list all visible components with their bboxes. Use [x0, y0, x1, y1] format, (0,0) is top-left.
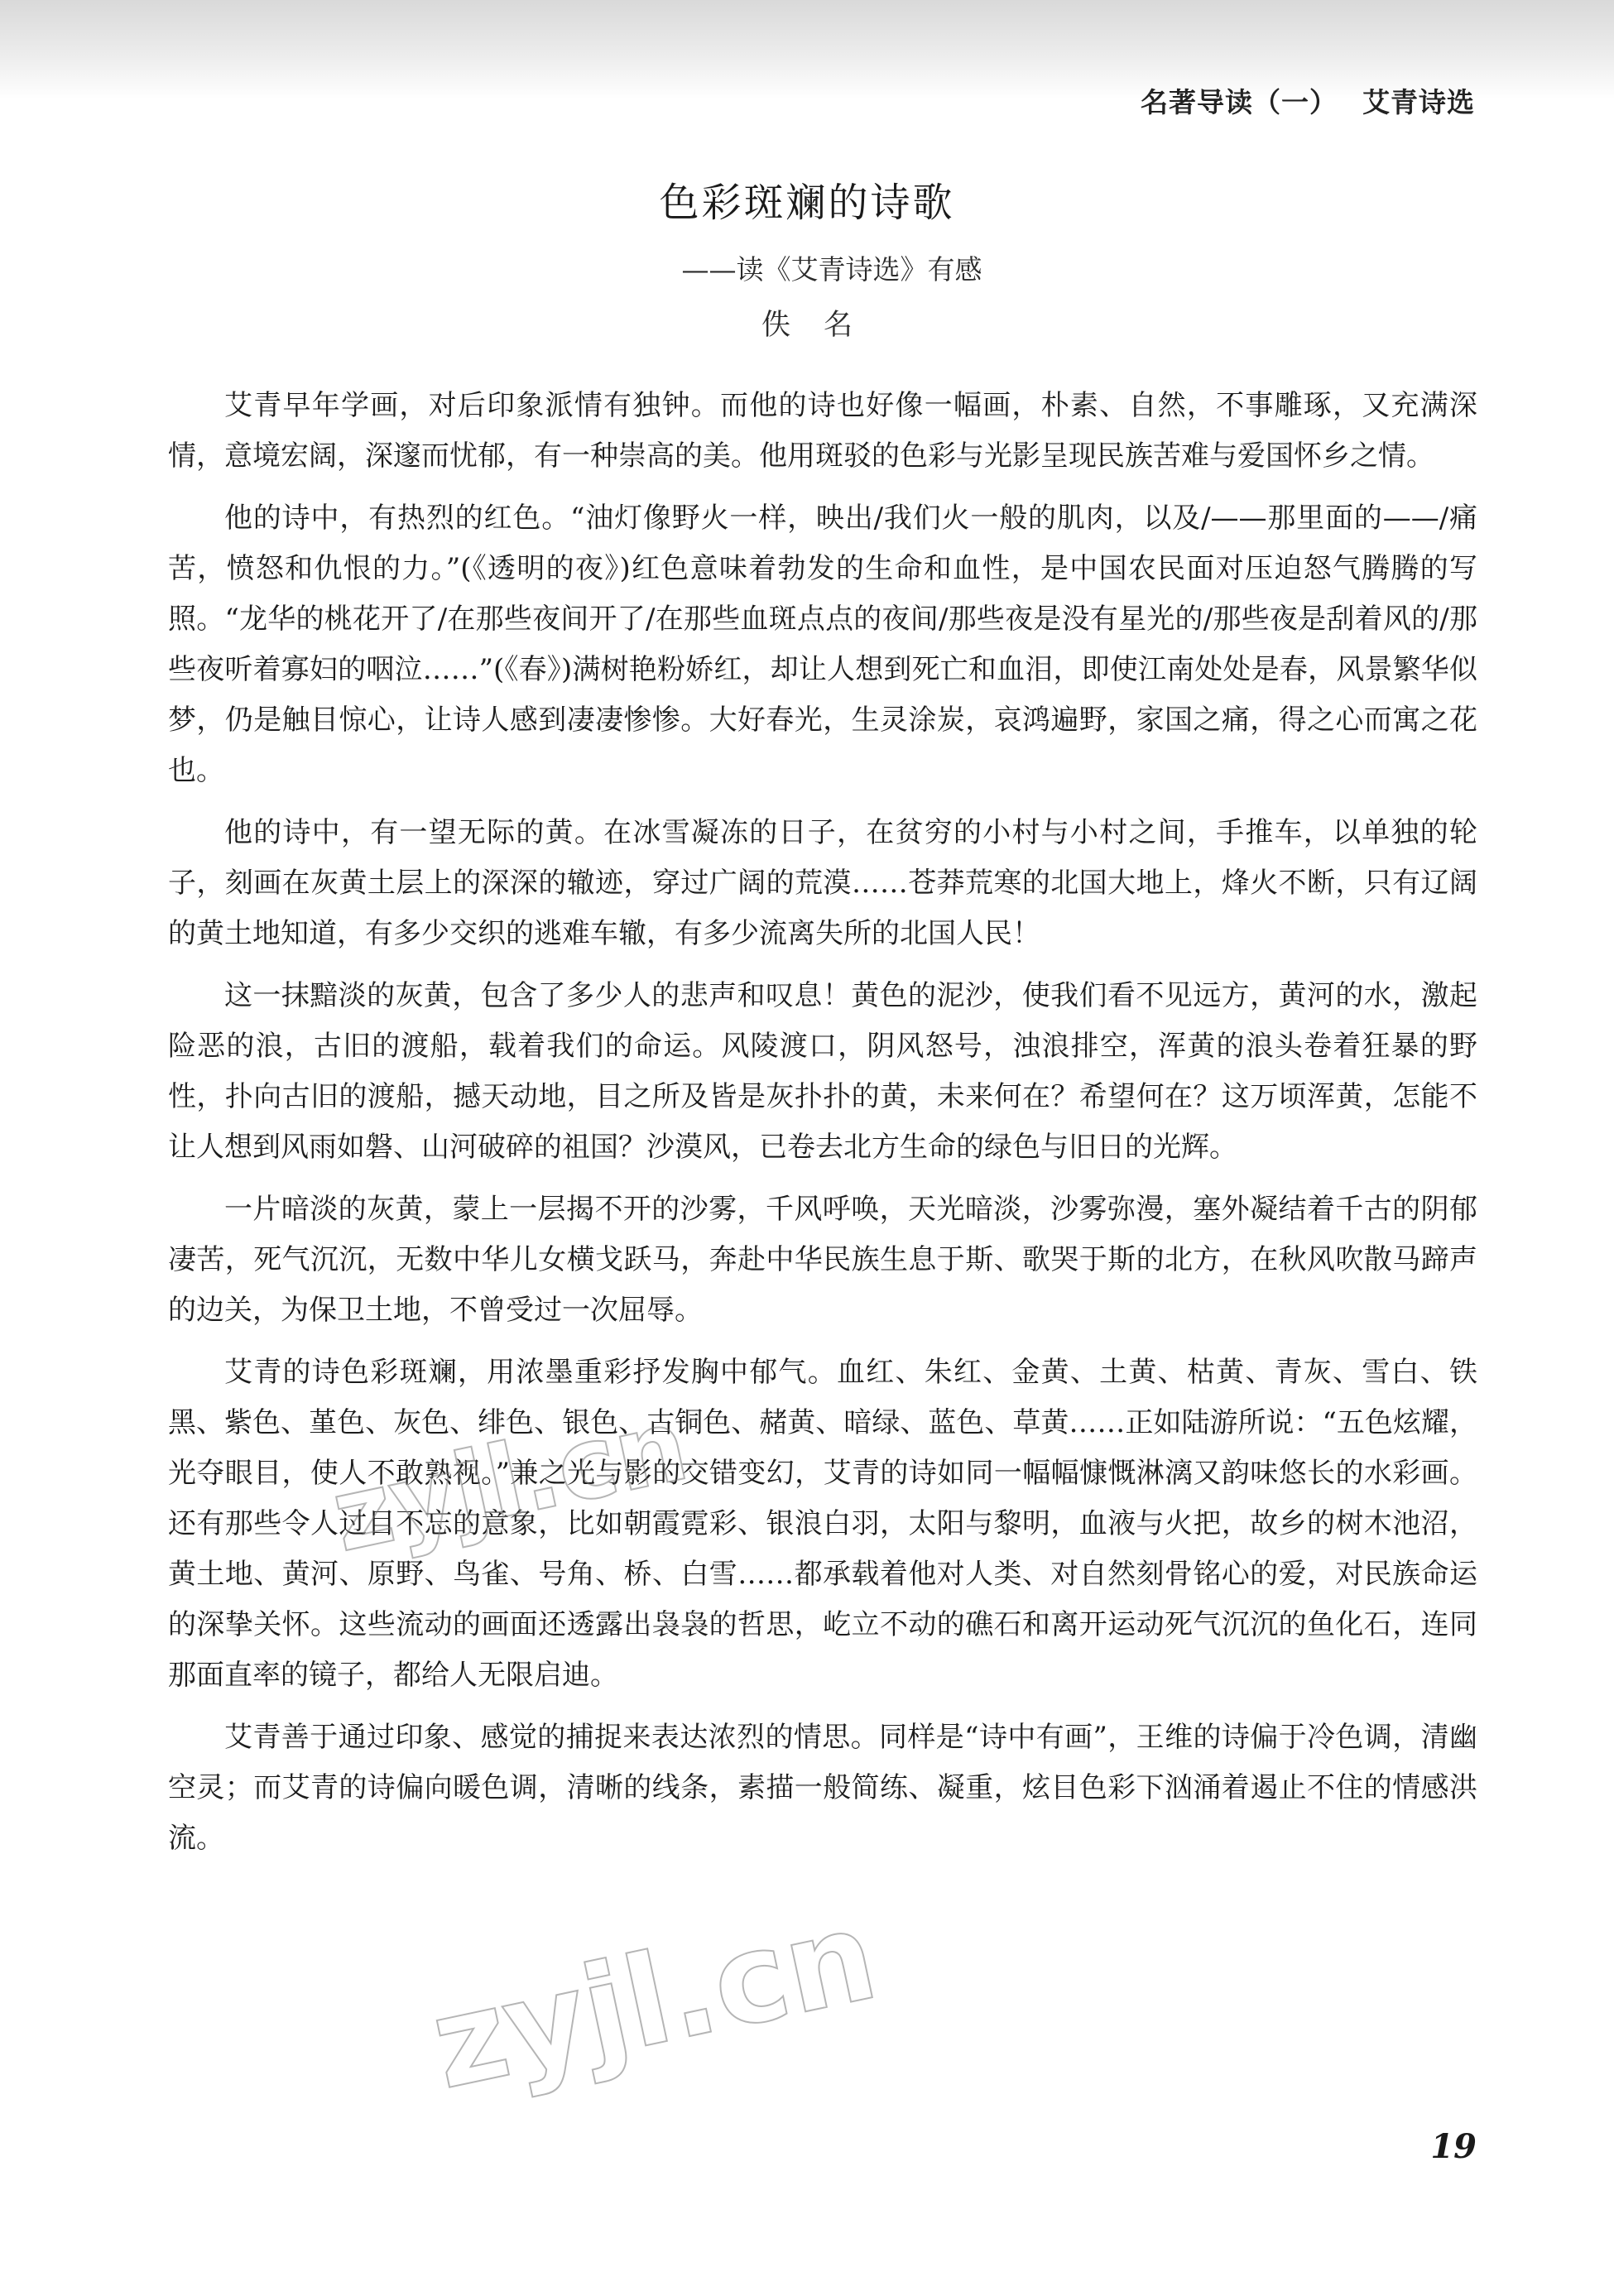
header-section: 艾青诗选	[1362, 86, 1475, 118]
running-header	[1141, 81, 1475, 120]
article-subtitle	[0, 248, 1614, 287]
watermark-lower: zyjl.cn	[420, 1883, 888, 2118]
paragraph: 艾青早年学画，对后印象派情有独钟。而他的诗也好像一幅画，朴素、自然，不事雕琢，又充满深情，意境宏阔，深邃而忧郁，有一种崇高的美。他用斑驳的色彩与光影呈现民族苦难与爱国怀乡之情。	[168, 389, 1477, 473]
paragraph: 这一抹黯淡的灰黄，包含了多少人的悲声和叹息！黄色的泥沙，使我们看不见远方，黄河的水，激起险恶的浪，古旧的渡船，载着我们的命运。风陵渡口，阴风怒号，浊浪排空，浑黄的浪头卷着狂暴的野性，扑向古旧的渡船，撼天动地，目之所及皆是灰扑扑的黄，未来何在？希望何在？这万顷浑黄，怎能不让人想到风雨如磐、山河破碎的祖国？沙漠风，已卷去北方生命的绿色与旧日的光辉。	[168, 979, 1477, 1164]
paragraph: 他的诗中，有一望无际的黄。在冰雪凝冻的日子，在贫穷的小村与小村之间，手推车，以单独的轮子，刻画在灰黄土层上的深深的辙迹，穿过广阔的荒漠……苍莽荒寒的北国大地上，烽火不断，只有辽阔的黄土地知道，有多少交织的逃难车辙，有多少流离失所的北国人民！	[168, 816, 1477, 950]
paragraph: 一片暗淡的灰黄，蒙上一层揭不开的沙雾，千风呼唤，天光暗淡，沙雾弥漫，塞外凝结着千古的阴郁凄苦，死气沉沉，无数中华儿女横戈跃马，奔赴中华民族生息于斯、歌哭于斯的北方，在秋风吹散马蹄声的边关，为保卫土地，不曾受过一次屈辱。	[168, 1193, 1477, 1327]
paragraph: 艾青的诗色彩斑斓，用浓墨重彩抒发胸中郁气。血红、朱红、金黄、土黄、枯黄、青灰、雪白、铁黑、紫色、堇色、灰色、绯色、银色、古铜色、赭黄、暗绿、蓝色、草黄……正如陆游所说：“五色炫耀，光夺眼目，使人不敢熟视。”兼之光与影的交错变幻，艾青的诗如同一幅幅慷慨淋漓又韵味悠长的水彩画。还有那些令人过目不忘的意象，比如朝霞霓彩、银浪白羽，太阳与黎明，血液与火把，故乡的树木池沼，黄土地、黄河、原野、鸟雀、号角、桥、白雪……都承载着他对人类、对自然刻骨铭心的爱，对民族命运的深挚关怀。这些流动的画面还透露出袅袅的哲思，屹立不动的礁石和离开运动死气沉沉的鱼化石，连同那面直率的镜子，都给人无限启迪。	[168, 1356, 1477, 1692]
watermark-upper: zyjl.cn	[323, 1387, 698, 1575]
article-body	[168, 381, 1477, 1876]
paragraph: 他的诗中，有热烈的红色。“油灯像野火一样，映出/我们火一般的肌肉，以及/——那里面的——/痛苦，愤怒和仇恨的力。”(《透明的夜》)红色意味着勃发的生命和血性，是中国农民面对压迫怒气腾腾的写照。“龙华的桃花开了/在那些夜间开了/在那些血斑点点的夜间/那些夜是没有星光的/那些夜是刮着风的/那些夜听着寡妇的咽泣……”(《春》)满树艳粉娇红，却让人想到死亡和血泪，即使江南处处是春，风景繁华似梦，仍是触目惊心，让诗人感到凄凄惨惨。大好春光，生灵涂炭，哀鸿遍野，家国之痛，得之心而寓之花也。	[168, 502, 1477, 787]
article-author: 佚名	[761, 309, 886, 342]
page-number: 19	[1430, 2127, 1477, 2166]
article-subtitle-text: ——读《艾青诗选》有感	[681, 253, 982, 286]
header-book-title: 名著导读（一）	[1141, 86, 1338, 118]
article-title: 色彩斑斓的诗歌	[659, 180, 955, 226]
paragraph: 艾青善于通过印象、感觉的捕捉来表达浓烈的情思。同样是“诗中有画”，王维的诗偏于冷色调，清幽空灵；而艾青的诗偏向暖色调，清晰的线条，素描一般简练、凝重，炫目色彩下汹涌着遏止不住的情感洪流。	[168, 1721, 1477, 1855]
